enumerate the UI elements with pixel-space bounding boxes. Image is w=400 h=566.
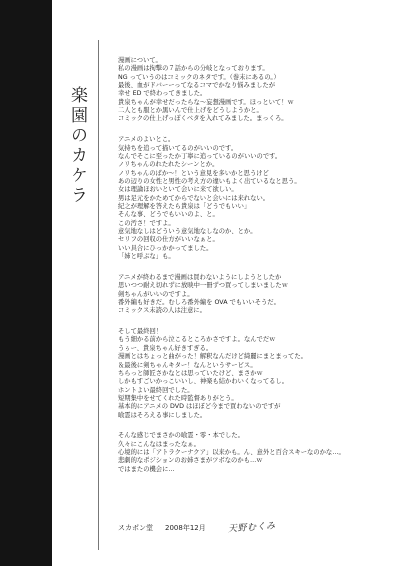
text-line: 漫画について。 xyxy=(118,57,162,64)
text-line: ノリちゃんのばか～！という意見を多いかと思うけど xyxy=(118,169,269,177)
paragraph-comics xyxy=(118,274,383,316)
text-line: コミックの仕上げっぽくベタを入れてみました。まっくろ。 xyxy=(118,115,288,123)
text-line: ノリちゃんのれたれたシーンとか。 xyxy=(118,161,219,169)
author-signature: 天野むくみ xyxy=(227,521,276,535)
circle-name: スカポン堂 xyxy=(118,524,153,532)
text-line: 気持ちを追って描いてるのがいいのです。 xyxy=(118,144,238,152)
text-line: そんな感じでまさかの喰霊・零・本でした。 xyxy=(118,432,244,440)
text-line: なんでそこに至ったか丁寧に追っているのがいいのです。 xyxy=(118,152,282,160)
text-line: ホントよい最終回でした。 xyxy=(118,386,194,394)
text-line: もう細かる前から泣こるところかさですよ。なんでだｗ xyxy=(118,336,276,344)
text-line: ではまたの機会に… xyxy=(118,465,175,473)
text-line: コミックス未読の人は注意に。 xyxy=(118,307,206,315)
text-line: 「姉と呼ぶな」も。 xyxy=(118,253,175,261)
text-line: 二人とも服とか黒いんで仕上げをどうしようかと。 xyxy=(118,107,263,115)
page-title: 楽園のカケラ xyxy=(67,86,87,206)
text-line: いい具合にひっかかってました。 xyxy=(118,244,213,252)
text-line: アニメのよいとこ。 xyxy=(118,136,175,144)
text-line: 最後、血がドバーーってなるコマでかなり悩みましたが xyxy=(118,82,276,90)
text-line: 幸せ ED で終わってきました。 xyxy=(118,90,207,98)
column-divider xyxy=(98,40,99,550)
text-line: セリフの回収の仕方がいいなぁと。 xyxy=(118,236,219,244)
text-line: しかもすごいかっこいいし、神楽も結かわいくなってるし。 xyxy=(118,378,289,386)
text-line: ちらっと師匠さかなとは思っていたけど、まさかｗ xyxy=(118,369,263,377)
afterword-text xyxy=(118,57,383,487)
text-line: そして最終回！ xyxy=(118,328,163,336)
text-line: 女は理論ほおいといて会いに来て欲しい。 xyxy=(118,186,238,194)
text-line: 悲劇的なポジションのお姉さまがツボなのかも…ｗ xyxy=(118,457,263,465)
text-line: 番外編も好きだ。むしろ番外編を OVA でもいいそうだ。 xyxy=(118,298,280,306)
text-line: 意気地なしはどういう意気地なしなのか、とか。 xyxy=(118,228,257,236)
paragraph-closing xyxy=(118,432,383,474)
text-line: 短期集中をせてくれた時監督ありがとう。 xyxy=(118,394,238,402)
text-line: 心境的には「アトラクーナクア」以来かも。ん、意外と百合スキーなのかな…。 xyxy=(118,449,345,457)
text-line: 男は足元をかためてからでないと会いには来れない。 xyxy=(118,194,270,202)
text-line: ＆最後に剣ちゃんキター！なんというサービス。 xyxy=(118,361,257,369)
footer xyxy=(118,520,275,533)
text-line: 漫画とはちょっと曲がった！解釈なんだけど綺麗にまとまってた。 xyxy=(118,353,307,361)
text-line: そんな事、どうでもいいのよ、と。 xyxy=(118,211,219,219)
paragraph-manga xyxy=(118,57,383,124)
text-line: 剣ちゃんがいいのですよ。 xyxy=(118,290,194,298)
text-line: 喰霊はそろえる事にしました。 xyxy=(118,411,207,419)
text-line: この汚さ！ですよ。 xyxy=(118,219,175,227)
text-line: 私の漫画は拘撃の７話からの分岐となっております。 xyxy=(118,65,269,73)
text-line: 基本的にアニメの DVD はほぼど今まで買わないのですが xyxy=(118,403,281,411)
text-line: あの辺りの女性と男性の考え方の違いもよく出ているなと思う。 xyxy=(118,177,301,185)
text-line: アニメが終わるまで漫画は買わないようにしようとしたか xyxy=(118,273,282,281)
text-line: 貴泉ちゃんが幸せだったらな～妄想漫画です。ほっといて！ｗ xyxy=(118,98,294,106)
left-dark-bar xyxy=(0,0,52,566)
text-line: 思いつつ耐え切れずに放映中一冊ずつ買ってしまいましたｗ xyxy=(118,282,289,290)
text-line: NG っていうのはコミックのネタです。（巻末にあるの。） xyxy=(118,73,280,81)
text-line: うぅー、貴泉ちゃん好きすぎる。 xyxy=(118,344,213,352)
paragraph-anime xyxy=(118,136,383,261)
text-line: 久々にこんなはまったなぁ。 xyxy=(118,440,200,448)
paragraph-finale xyxy=(118,328,383,420)
publish-date: 2008年12月 xyxy=(165,524,206,532)
text-line: 紀之が理解を答えたら貴泉は「どうでもいい」 xyxy=(118,203,251,210)
